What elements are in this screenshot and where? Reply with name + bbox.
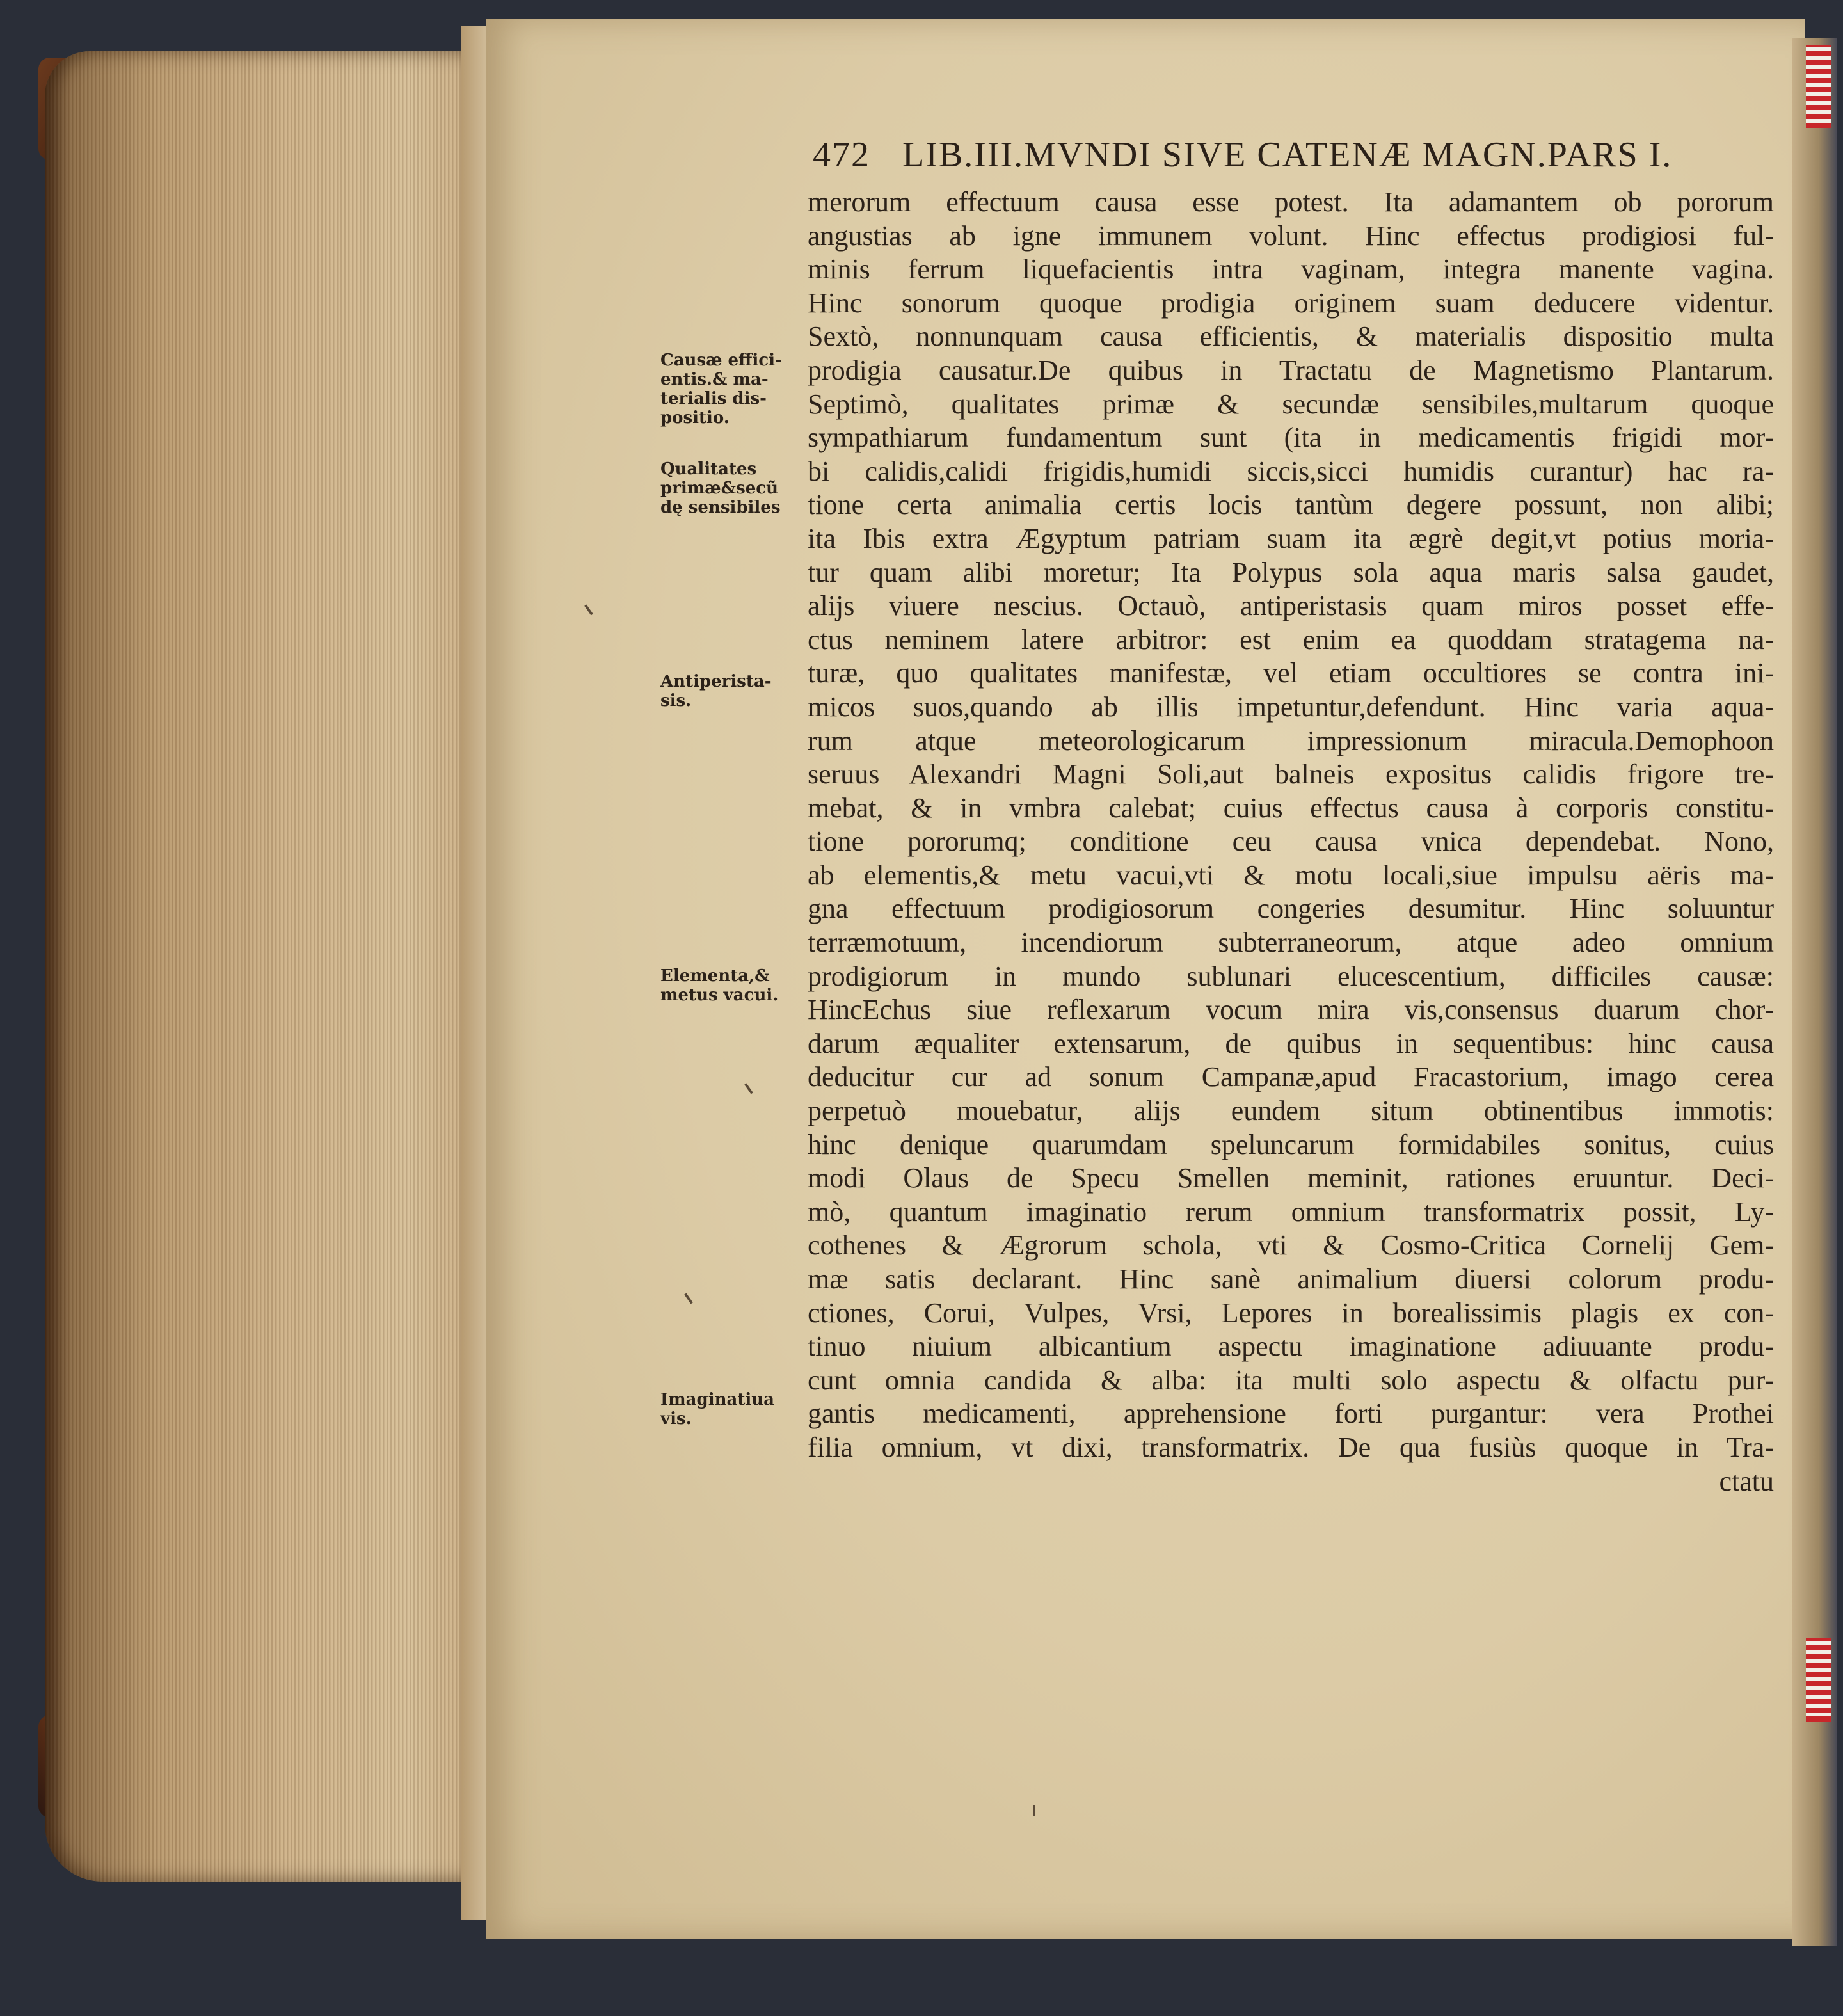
margin-note-line: sis. [660, 691, 692, 710]
text-line: Sextò, nonnunquam causa efficientis, & materialis dispositio multa [808, 321, 1774, 353]
text-line: ctiones, Corui, Vulpes, Vrsi, Lepores in borealissimis plagis ex con- [808, 1297, 1774, 1329]
text-line: ab elementis,& metu vacui,vti & motu locali,siue impulsu aëris ma- [808, 859, 1774, 891]
text-line: angustias ab igne immunem volunt. Hinc effectus prodigiosi ful- [808, 220, 1774, 252]
text-line: seruus Alexandri Magni Soli,aut balneis expositus calidis frigore tre- [808, 758, 1774, 790]
text-line: merorum effectuum causa esse potest. Ita adamantem ob pororum [808, 186, 1774, 218]
text-line: cunt omnia candida & alba: ita multi solo aspectu & olfactu pur- [808, 1364, 1774, 1396]
text-line: turæ, quo qualitates manifestæ, vel etiam occultiores se contra ini- [808, 657, 1774, 689]
margin-note-qualitates [660, 460, 808, 517]
margin-note-line: terialis dis- [660, 389, 767, 408]
catchword: ctatu [1719, 1465, 1774, 1497]
margin-note-line: vis. [660, 1409, 692, 1428]
text-line: tione certa animalia certis locis tantùm degere possunt, non alibi; [808, 489, 1774, 521]
margin-note-line: primæ&secũ [660, 479, 779, 498]
text-line: deducitur cur ad sonum Campanæ,apud Fracastorium, imago cerea [808, 1061, 1774, 1093]
text-line: sympathiarum fundamentum sunt (ita in medicamentis frigidi mor- [808, 422, 1774, 454]
margin-note-line: entis.& ma- [660, 370, 769, 389]
body-text [808, 186, 1774, 1498]
margin-note-elementa [660, 966, 808, 1005]
text-line: mebat, & in vmbra calebat; cuius effectus causa à corporis constitu- [808, 792, 1774, 824]
text-line: filia omnium, vt dixi, transformatrix. De qua fusiùs quoque in Tra- [808, 1431, 1774, 1463]
margin-note-line: Elementa,& [660, 966, 770, 986]
text-line: prodigiorum in mundo sublunari elucescentium, difficiles causæ: [808, 960, 1774, 992]
text-line: micos suos,quando ab illis impetuntur,defendunt. Hinc varia aqua- [808, 691, 1774, 723]
text-line: ita Ibis extra Ægyptum patriam suam ita ægrè degit,vt potius moria- [808, 522, 1774, 554]
margin-note-line: dę sensibiles [660, 498, 781, 517]
text-line: prodigia causatur.De quibus in Tractatu de Magnetismo Plantarum. [808, 354, 1774, 386]
text-line: ctus neminem latere arbitror: est enim ea quoddam stratagema na- [808, 623, 1774, 655]
page-number: 472 [813, 135, 870, 175]
text-line: mò, quantum imaginatio rerum omnium transformatrix possit, Ly- [808, 1196, 1774, 1228]
margin-note-line: metus vacui. [660, 986, 779, 1005]
ink-speck [1033, 1805, 1035, 1816]
text-line: HincEchus siue reflexarum vocum mira vis,consensus duarum chor- [808, 994, 1774, 1026]
margin-note-antiperistasis [660, 672, 808, 710]
margin-note-line: Causæ effici- [660, 351, 782, 370]
text-line: terræmotuum, incendiorum subterraneorum, atque adeo omnium [808, 927, 1774, 959]
text-line: hinc denique quarumdam speluncarum formidabiles sonitus, cuius [808, 1128, 1774, 1160]
bookmark-ribbon-top [1806, 45, 1831, 128]
running-head-title: LIB.III.MVNDI SIVE CATENÆ MAGN.PARS I. [902, 135, 1673, 175]
text-line: minis ferrum liquefacientis intra vaginam, integra manente vagina. [808, 253, 1774, 285]
text-line: Hinc sonorum quoque prodigia originem suam deducere videntur. [808, 287, 1774, 319]
margin-note-imaginatiua [660, 1390, 808, 1428]
text-line: mæ satis declarant. Hinc sanè animalium diuersi colorum produ- [808, 1263, 1774, 1295]
text-line: gna effectuum prodigiosorum congeries desumitur. Hinc soluuntur [808, 893, 1774, 925]
text-line: alijs viuere nescius. Octauò, antiperistasis quam miros posset effe- [808, 590, 1774, 622]
text-line: bi calidis,calidi frigidis,humidi siccis,sicci humidis curantur) hac ra- [808, 455, 1774, 487]
margin-note-line: Qualitates [660, 460, 757, 479]
bookmark-ribbon-bottom [1806, 1638, 1831, 1722]
text-line: perpetuò mouebatur, alijs eundem situm obtinentibus immotis: [808, 1095, 1774, 1127]
text-line: rum atque meteorologicarum impressionum miracula.Demophoon [808, 724, 1774, 756]
text-line: tione pororumq; conditione ceu causa vnica dependebat. Nono, [808, 826, 1774, 858]
margin-note-line: Antiperista- [660, 672, 772, 691]
margin-note-causae [660, 351, 808, 428]
text-line: darum æqualiter extensarum, de quibus in sequentibus: hinc causa [808, 1027, 1774, 1059]
text-line: Septimò, qualitates primæ & secundæ sensibiles,multarum quoque [808, 388, 1774, 420]
text-line: tinuo niuium albicantium aspectu imaginatione adiuuante produ- [808, 1331, 1774, 1363]
margin-note-line: Imaginatiua [660, 1390, 774, 1409]
text-line: gantis medicamenti, apprehensione forti purgantur: vera Prothei [808, 1398, 1774, 1430]
margin-note-line: positio. [660, 408, 730, 428]
text-line: cothenes & Ægrorum schola, vti & Cosmo-Critica Cornelij Gem- [808, 1229, 1774, 1261]
text-line: modi Olaus de Specu Smellen meminit, rationes eruuntur. Deci- [808, 1162, 1774, 1194]
page-stack-edge [45, 51, 474, 1882]
running-head [813, 134, 1721, 175]
text-line: tur quam alibi moretur; Ita Polypus sola aqua maris salsa gaudet, [808, 556, 1774, 588]
